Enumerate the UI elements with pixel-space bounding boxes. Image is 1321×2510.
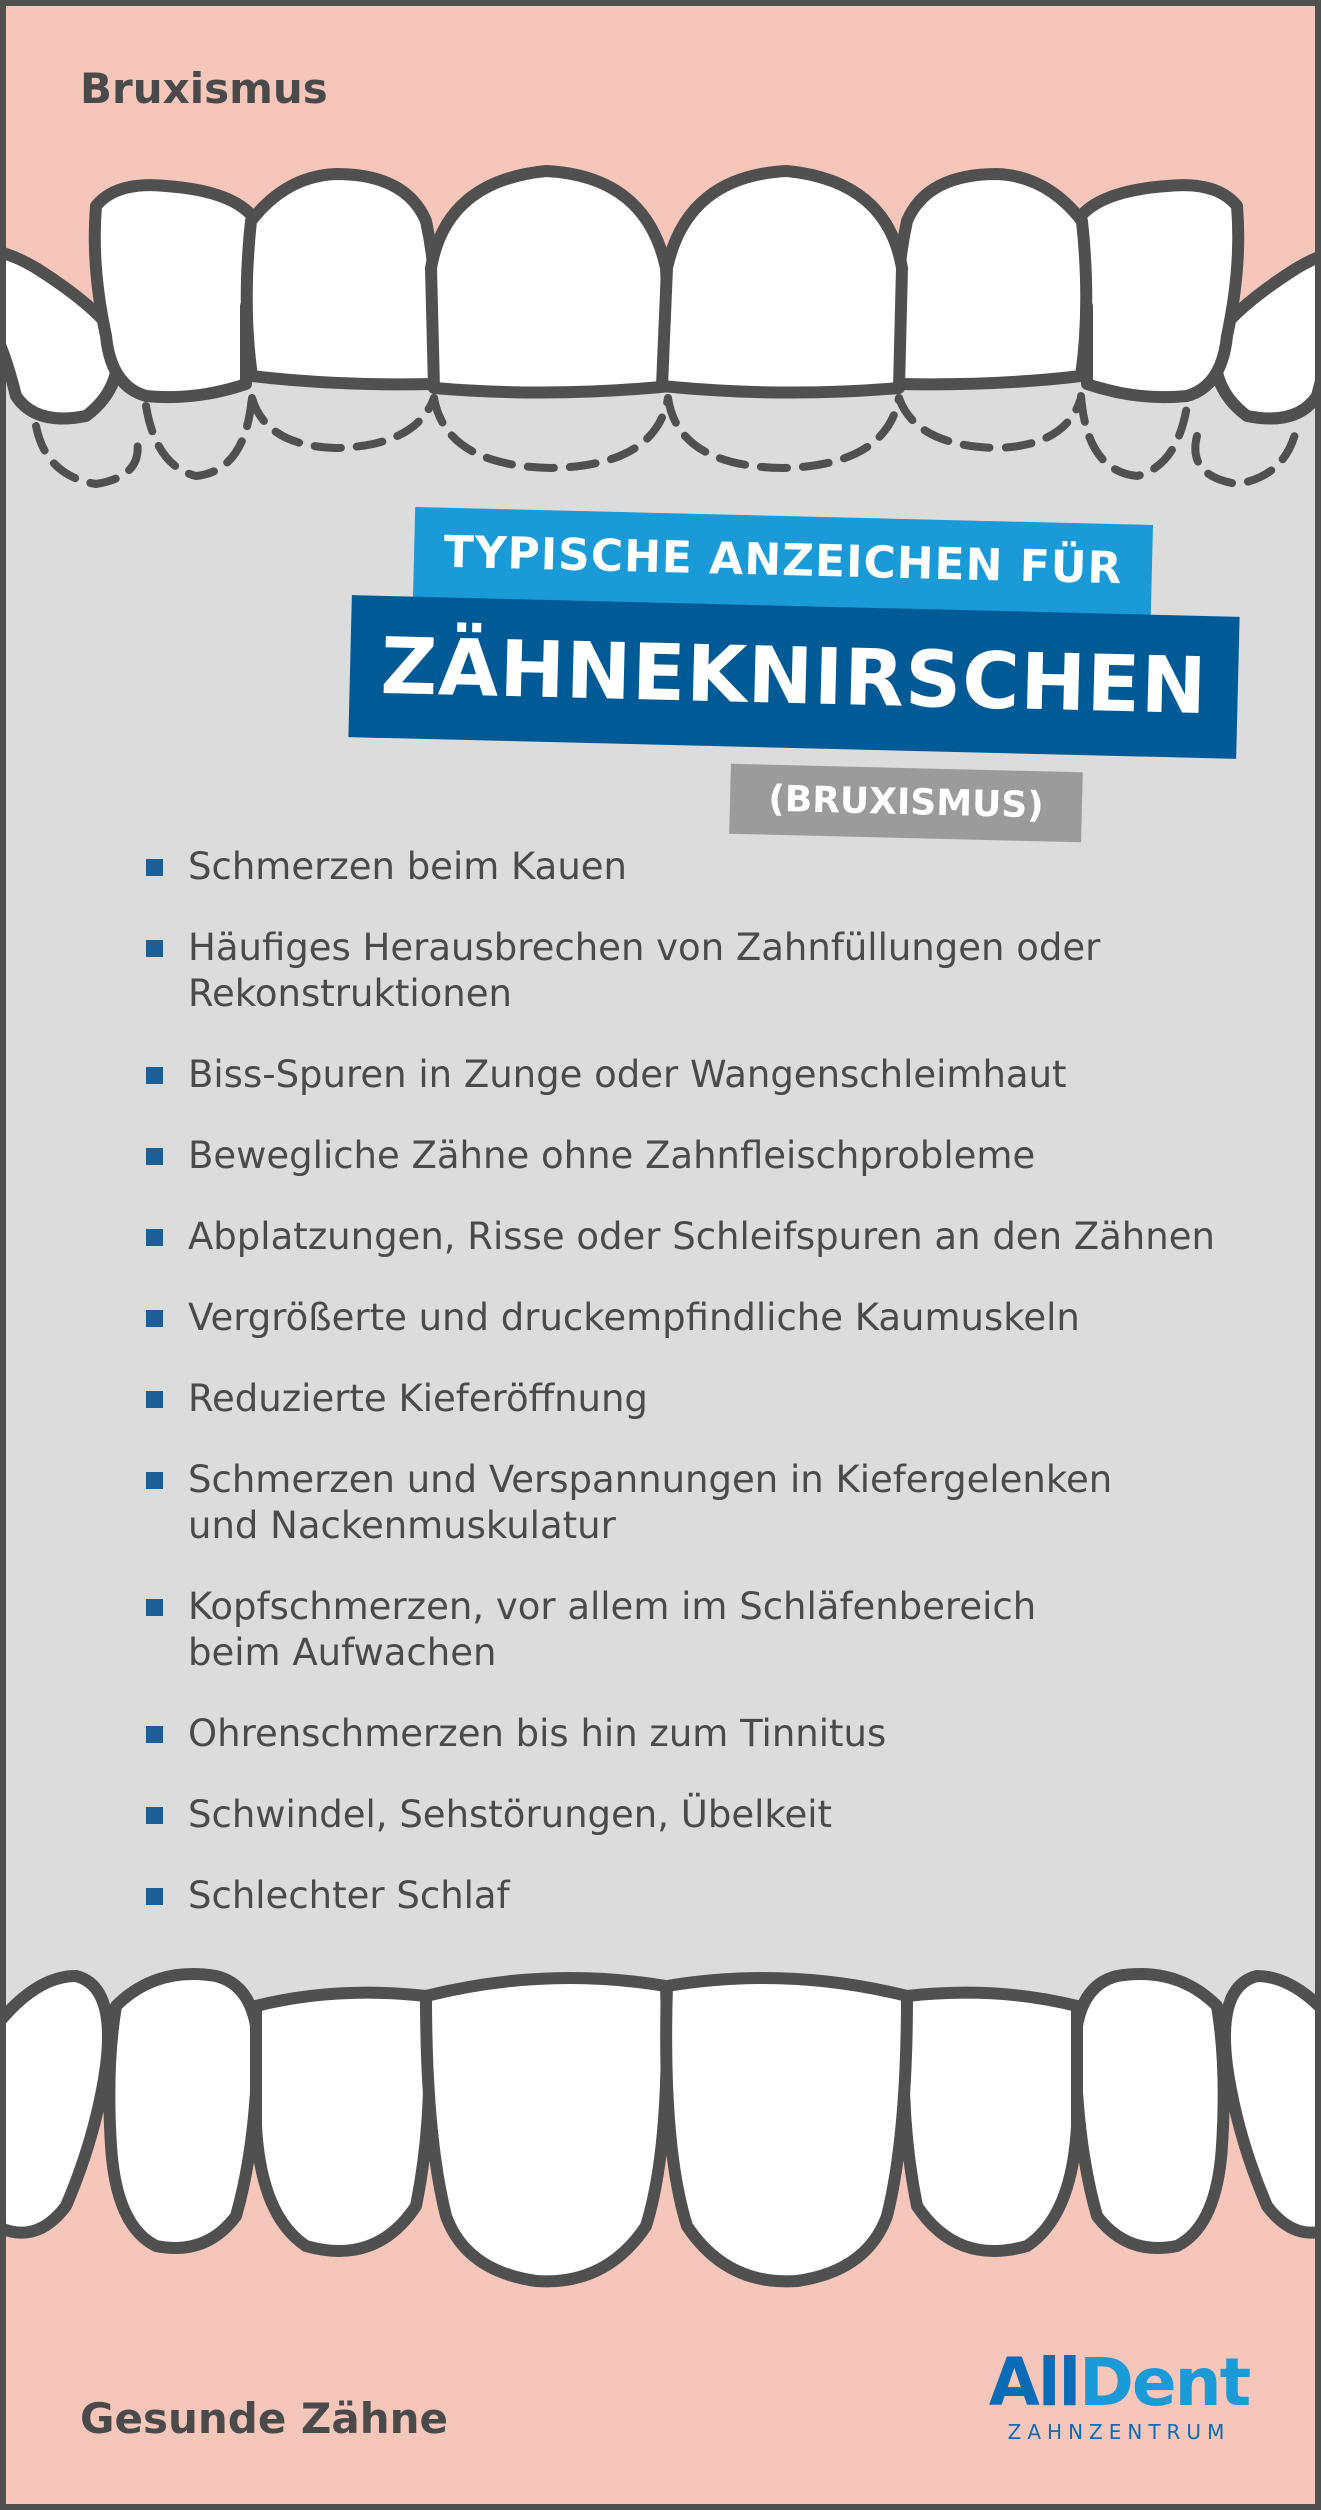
square-bullet-icon	[146, 1807, 163, 1824]
list-item-text: Kopfschmerzen, vor allem im Schläfenbereich beim Aufwachen	[188, 1585, 1037, 1674]
list-item	[144, 844, 1264, 890]
square-bullet-icon	[146, 1148, 163, 1165]
square-bullet-icon	[146, 940, 163, 957]
square-bullet-icon	[146, 1726, 163, 1743]
logo-part-all: All	[988, 2344, 1080, 2421]
list-item	[144, 1214, 1264, 1260]
square-bullet-icon	[146, 1391, 163, 1408]
list-item	[144, 1052, 1264, 1098]
list-item-text: Ohrenschmerzen bis hin zum Tinnitus	[188, 1712, 887, 1755]
list-item-text: Biss-Spuren in Zunge oder Wangenschleimhaut	[188, 1053, 1067, 1096]
list-item	[144, 1873, 1264, 1919]
logo-part-dent: Dent	[1079, 2344, 1250, 2421]
list-item-text: Bewegliche Zähne ohne Zahnfleischprobleme	[188, 1134, 1036, 1177]
signs-list	[144, 844, 1264, 1954]
list-item	[144, 1457, 1264, 1549]
list-item	[144, 1711, 1264, 1757]
list-item-text: Schlechter Schlaf	[188, 1874, 510, 1917]
alldent-logo	[984, 2344, 1254, 2444]
list-item	[144, 925, 1264, 1017]
list-item-text: Vergrößerte und druckempfindliche Kaumuskeln	[188, 1296, 1080, 1339]
list-item	[144, 1133, 1264, 1179]
list-item-text: Schwindel, Sehstörungen, Übelkeit	[188, 1793, 833, 1836]
title-line-1: TYPISCHE ANZEICHEN FÜR	[413, 507, 1153, 615]
square-bullet-icon	[146, 1229, 163, 1246]
lower-teeth-illustration	[6, 1946, 1321, 2306]
list-item	[144, 1584, 1264, 1676]
square-bullet-icon	[146, 1888, 163, 1905]
list-item-text: Reduzierte Kieferöffnung	[188, 1377, 648, 1420]
list-item-text: Häufiges Herausbrechen von Zahnfüllungen oder Rekonstruktionen	[188, 926, 1101, 1015]
list-item	[144, 1295, 1264, 1341]
list-item-text: Abplatzungen, Risse oder Schleifspuren an den Zähnen	[188, 1215, 1215, 1258]
title-line-3: (BRUXISMUS)	[729, 764, 1083, 843]
square-bullet-icon	[146, 859, 163, 876]
square-bullet-icon	[146, 1599, 163, 1616]
list-item-text: Schmerzen und Verspannungen in Kiefergelenken und Nackenmuskulatur	[188, 1458, 1113, 1547]
square-bullet-icon	[146, 1472, 163, 1489]
logo-wordmark	[984, 2344, 1254, 2421]
title-line-2: ZÄHNEKNIRSCHEN	[348, 595, 1239, 759]
logo-subtitle: ZAHNZENTRUM	[1007, 2420, 1231, 2444]
section-label-bruxismus: Bruxismus	[80, 64, 328, 113]
list-item	[144, 1792, 1264, 1838]
square-bullet-icon	[146, 1067, 163, 1084]
list-item	[144, 1376, 1264, 1422]
list-item-text: Schmerzen beim Kauen	[188, 845, 627, 888]
section-label-healthy-teeth: Gesunde Zähne	[80, 2394, 449, 2443]
square-bullet-icon	[146, 1310, 163, 1327]
